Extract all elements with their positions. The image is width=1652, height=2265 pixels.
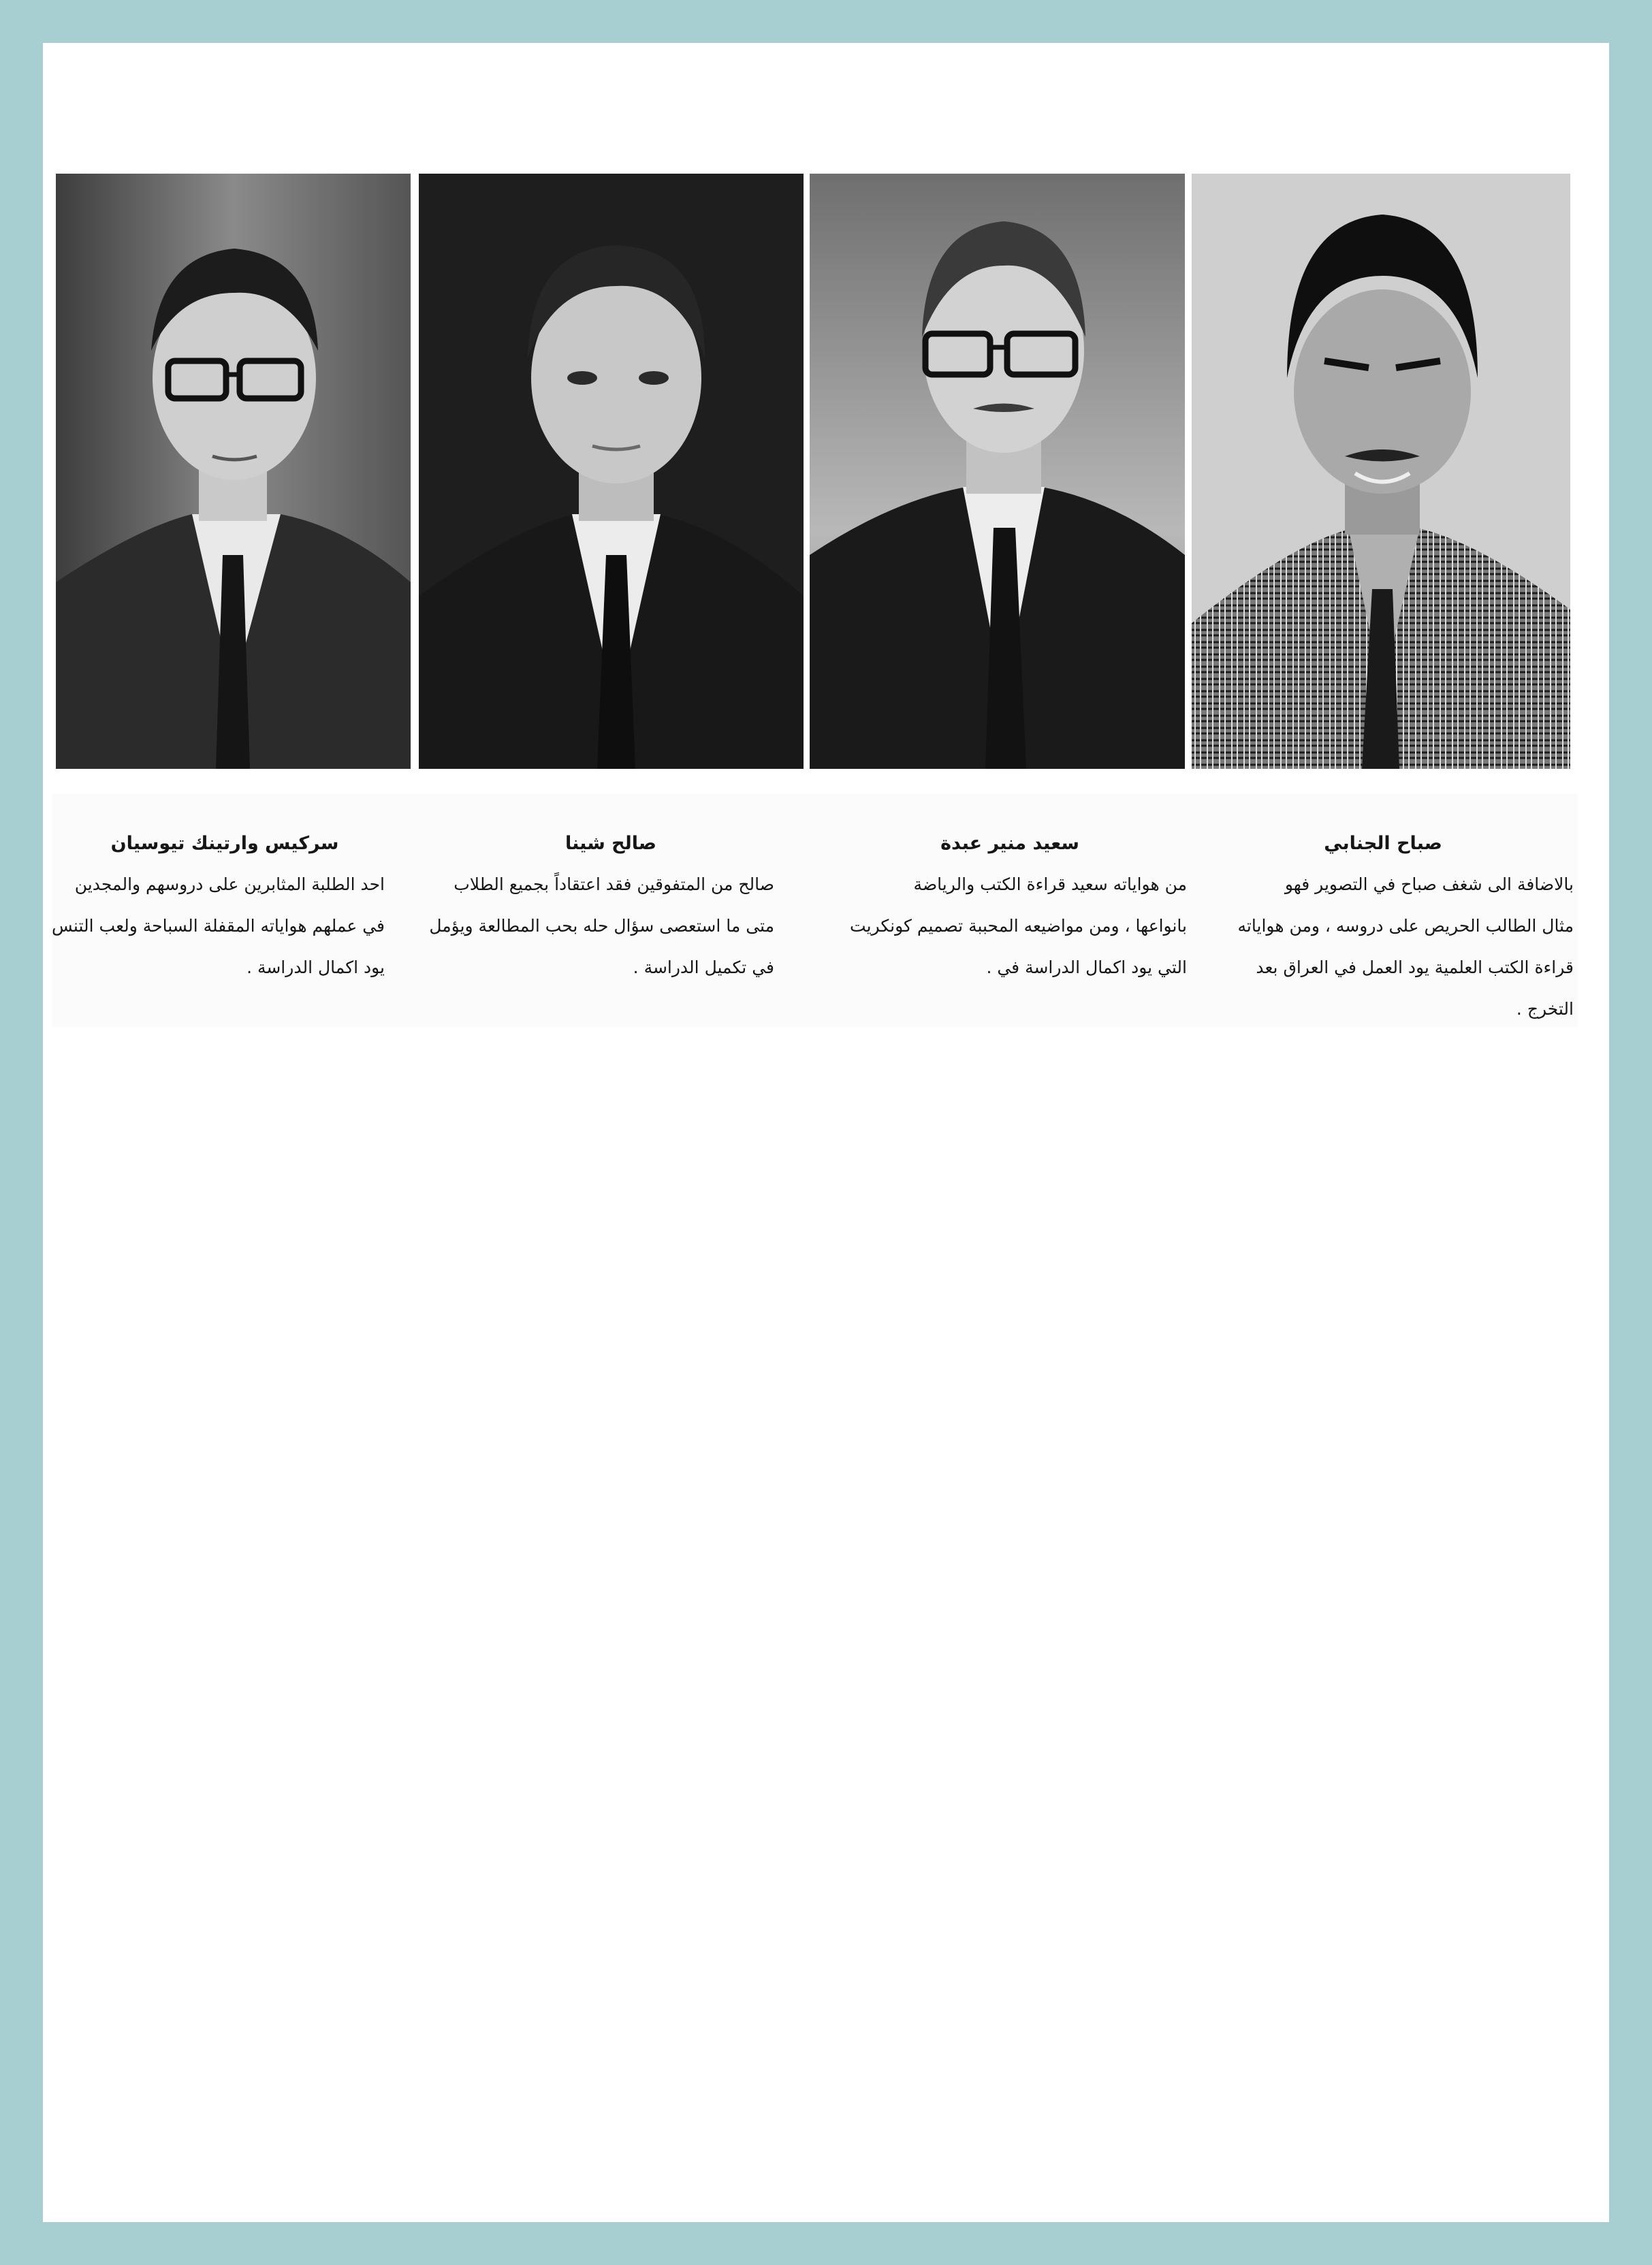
portrait-4-image [1192, 174, 1570, 769]
student-photo-1 [56, 174, 411, 769]
yearbook-page [43, 43, 1609, 2222]
caption-line: التخرج . [1516, 999, 1574, 1019]
caption-line: قراءة الكتب العلمية يود العمل في العراق بعد [1256, 957, 1574, 977]
caption-line: مثال الطالب الحريص على دروسه ، ومن هواياته [1237, 916, 1574, 936]
caption-line: التي يود اكمال الدراسة في . [986, 957, 1187, 977]
student-photo-4 [1192, 174, 1570, 769]
student-caption-2 [429, 833, 774, 988]
student-photo-2 [419, 174, 804, 769]
caption-line: في عملهم هواياته المقفلة السباحة ولعب التنس [52, 916, 385, 936]
caption-line: صالح من المتفوقين فقد اعتقاداً بجميع الطلاب [454, 874, 774, 894]
caption-line: في تكميل الدراسة . [633, 957, 774, 977]
student-name: سركيس وارتينك تيوسيان [110, 833, 339, 854]
caption-line: بانواعها ، ومن مواضيعه المحببة تصميم كونكريت [850, 916, 1187, 936]
student-caption-3 [833, 833, 1187, 988]
caption-line: احد الطلبة المثابرين على دروسهم والمجدين [74, 874, 385, 894]
caption-line: بالاضافة الى شغف صباح في التصوير فهو [1284, 874, 1574, 894]
portrait-3-image [810, 174, 1185, 769]
student-name: سعيد منير عبدة [940, 833, 1079, 854]
caption-line: من هواياته سعيد قراءة الكتب والرياضة [913, 874, 1187, 894]
student-caption-4 [1192, 833, 1574, 1030]
portrait-2-image [419, 174, 804, 769]
student-caption-1 [52, 833, 385, 988]
caption-line: متى ما استعصى سؤال حله بحب المطالعة ويؤمل [429, 916, 774, 936]
student-photo-3 [810, 174, 1185, 769]
student-name: صالح شينا [565, 833, 656, 854]
student-name: صباح الجنابي [1324, 833, 1442, 854]
portrait-1-image [56, 174, 411, 769]
caption-line: يود اكمال الدراسة . [247, 957, 385, 977]
